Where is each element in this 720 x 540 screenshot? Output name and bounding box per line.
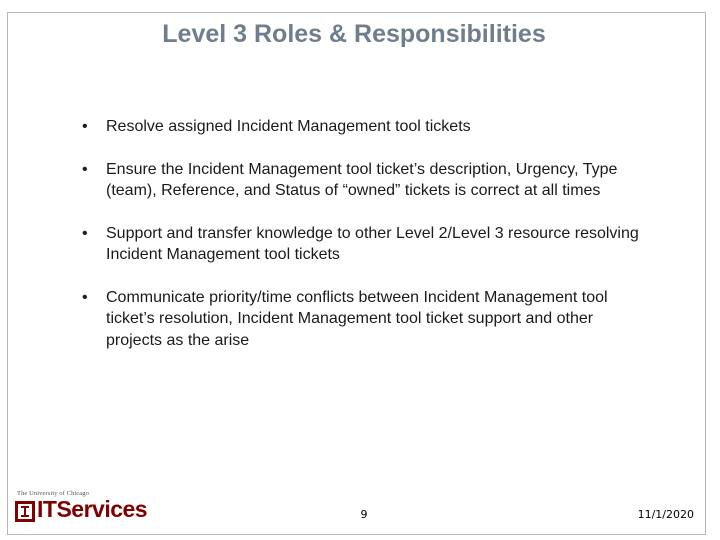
logo-university-text: The University of Chicago bbox=[17, 490, 89, 497]
bullet-marker: • bbox=[82, 160, 88, 178]
bullet-marker: • bbox=[82, 118, 88, 135]
logo-mark-icon bbox=[15, 501, 35, 522]
bullet-text: Resolve assigned Incident Management tool tickets bbox=[106, 118, 471, 135]
logo-itservices-text: ITServices bbox=[37, 496, 148, 522]
bullet-list bbox=[82, 116, 652, 372]
slide-title: Level 3 Roles & Responsibilities bbox=[162, 20, 546, 48]
bullet-text: Ensure the Incident Management tool ticket’s description, Urgency, Type (team), Reference, and Status of “owned” tickets is correct at all times bbox=[106, 160, 618, 199]
itservices-logo bbox=[15, 490, 175, 524]
bullet-item bbox=[82, 159, 652, 202]
page-number: 9 bbox=[360, 508, 368, 521]
bullet-marker: • bbox=[82, 288, 88, 306]
bullet-item bbox=[82, 223, 652, 266]
bullet-text: Communicate priority/time conflicts between Incident Management tool ticket’s resolution, Incident Management tool ticket support and other projects as the arise bbox=[106, 288, 608, 349]
slide-date: 11/1/2020 bbox=[637, 508, 694, 521]
bullet-marker: • bbox=[82, 224, 88, 242]
bullet-item bbox=[82, 287, 652, 352]
bullet-text: Support and transfer knowledge to other Level 2/Level 3 resource resolving Incident Management tool tickets bbox=[106, 224, 639, 263]
bullet-item bbox=[82, 116, 652, 138]
